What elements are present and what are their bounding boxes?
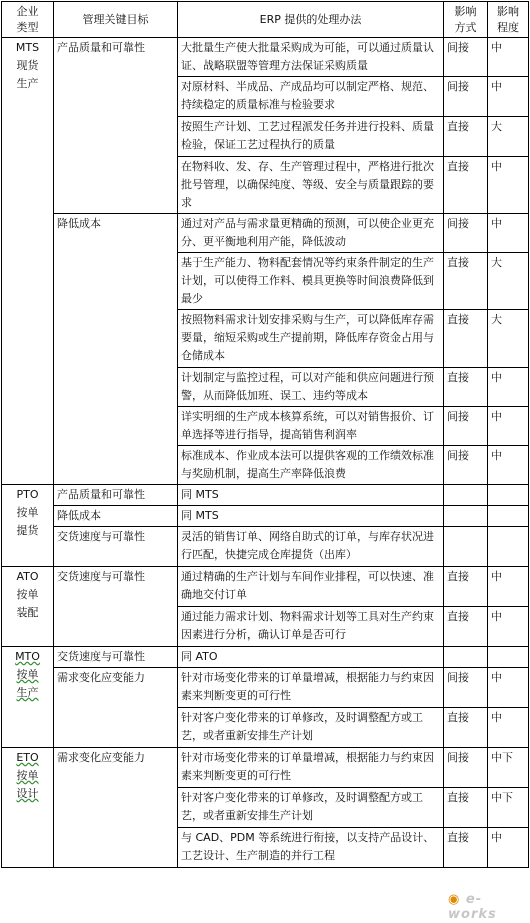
method-cell: 详实明细的生产成本核算系统，可以对销售报价、订单选择等进行指导，提高销售利润率 — [178, 407, 444, 446]
mode-cell: 直接 — [444, 368, 488, 407]
method-cell: 针对客户变化带来的订单修改，及时调整配方或工艺，或者重新安排生产计划 — [178, 708, 444, 748]
mode-cell: 直接 — [444, 567, 488, 607]
header-type-text: 企业 类型 — [16, 4, 39, 34]
header-degree-text: 影响 程度 — [497, 4, 519, 34]
mode-cell: 间接 — [444, 407, 488, 446]
degree-cell: 中 — [488, 446, 529, 485]
mode-cell: 间接 — [444, 668, 488, 708]
header-mode-text: 影响 方式 — [454, 4, 477, 34]
method-cell: 同 ATO — [178, 647, 444, 668]
header-key-goal: 管理关键目标 — [54, 2, 178, 38]
goal-quality-pto: 产品质量和可靠性 — [54, 485, 178, 506]
degree-cell: 大 — [488, 310, 529, 368]
goal-delivery-ato: 交货速度与可靠性 — [54, 567, 178, 647]
goal-delivery-mto: 交货速度与可靠性 — [54, 647, 178, 668]
degree-cell: 中 — [488, 668, 529, 708]
method-cell: 对原材料、半成品、产成品均可以制定严格、规范、持续稳定的质量标准与检验要求 — [178, 77, 444, 117]
mode-cell — [444, 527, 488, 567]
degree-cell — [488, 485, 529, 506]
header-impact-mode — [444, 2, 488, 38]
header-enterprise-type — [2, 2, 54, 38]
mode-cell: 直接 — [444, 828, 488, 868]
type-mts-text: MTS 现货 生产 — [15, 41, 40, 90]
mode-cell: 直接 — [444, 708, 488, 748]
degree-cell: 中下 — [488, 788, 529, 828]
table-row — [2, 647, 529, 668]
type-ato — [2, 567, 54, 647]
method-cell: 标准成本、作业成本法可以提供客观的工作绩效标准与奖励机制，提高生产率降低浪费 — [178, 446, 444, 485]
mode-cell: 直接 — [444, 253, 488, 310]
header-impact-degree — [488, 2, 529, 38]
erp-comparison-table — [1, 1, 529, 868]
method-cell: 针对客户变化带来的订单修改，及时调整配方或工艺，或者重新安排生产计划 — [178, 788, 444, 828]
method-cell: 针对市场变化带来的订单量增减，根据能力与约束因素来判断变更的可行性 — [178, 668, 444, 708]
type-mto — [2, 647, 54, 748]
degree-cell: 中 — [488, 567, 529, 607]
mode-cell: 直接 — [444, 157, 488, 214]
table-row — [2, 567, 529, 607]
goal-change-eto: 需求变化应变能力 — [54, 748, 178, 868]
header-row — [2, 2, 529, 38]
table-row — [2, 214, 529, 253]
method-cell: 在物料收、发、存、生产管理过程中，严格进行批次批号管理，以确保纯度、等级、安全与质量跟踪的要求 — [178, 157, 444, 214]
type-pto — [2, 485, 54, 567]
degree-cell: 大 — [488, 117, 529, 157]
method-cell: 通过对产品与需求量更精确的预测，可以使企业更充分、更平衡地利用产能，降低波动 — [178, 214, 444, 253]
method-cell: 同 MTS — [178, 485, 444, 506]
method-cell: 计划制定与监控过程，可以对产能和供应问题进行预警，从而降低加班、误工、违约等成本 — [178, 368, 444, 407]
degree-cell: 中 — [488, 607, 529, 647]
logo-text: e-works — [448, 892, 497, 922]
table-row — [2, 748, 529, 788]
degree-cell — [488, 647, 529, 668]
degree-cell — [488, 527, 529, 567]
type-eto — [2, 748, 54, 868]
table-row — [2, 527, 529, 567]
degree-cell: 中下 — [488, 748, 529, 788]
mode-cell: 直接 — [444, 117, 488, 157]
logo-dot-icon: ◉ — [448, 892, 461, 907]
type-mto-text: MTO 按单 生产 — [15, 650, 40, 699]
method-cell: 按照生产计划、工艺过程派发任务并进行投料、质量检验，保证工艺过程执行的质量 — [178, 117, 444, 157]
mode-cell — [444, 647, 488, 668]
method-cell: 按照物料需求计划安排采购与生产，可以降低库存需要量，缩短采购或生产提前期，降低库存资金占用与仓储成本 — [178, 310, 444, 368]
header-erp-method: ERP 提供的处理办法 — [178, 2, 444, 38]
method-cell: 通过精确的生产计划与车间作业排程，可以快速、准确地交付订单 — [178, 567, 444, 607]
method-cell: 与 CAD、PDM 等系统进行衔接，以支持产品设计、工艺设计、生产制造的并行工程 — [178, 828, 444, 868]
mode-cell: 直接 — [444, 607, 488, 647]
type-pto-text: PTO 按单 提货 — [16, 488, 39, 537]
mode-cell — [444, 485, 488, 506]
degree-cell: 中 — [488, 407, 529, 446]
table-row — [2, 668, 529, 708]
mode-cell: 间接 — [444, 38, 488, 77]
degree-cell: 中 — [488, 214, 529, 253]
goal-quality-mts: 产品质量和可靠性 — [54, 38, 178, 214]
mode-cell: 间接 — [444, 446, 488, 485]
method-cell: 基于生产能力、物料配套情况等约束条件制定的生产计划，可以使得工作料、模具更换等时间浪费降低到最少 — [178, 253, 444, 310]
type-eto-text: ETO 按单 设计 — [16, 751, 39, 800]
mode-cell — [444, 506, 488, 527]
degree-cell: 中 — [488, 157, 529, 214]
degree-cell — [488, 506, 529, 527]
goal-delivery-pto: 交货速度与可靠性 — [54, 527, 178, 567]
table-row — [2, 485, 529, 506]
mode-cell: 直接 — [444, 310, 488, 368]
method-cell: 针对市场变化带来的订单量增减，根据能力与约束因素来判断变更的可行性 — [178, 748, 444, 788]
degree-cell: 中 — [488, 38, 529, 77]
method-cell: 大批量生产使大批量采购成为可能，可以通过质量认证、战略联盟等管理方法保证采购质量 — [178, 38, 444, 77]
goal-change-mto: 需求变化应变能力 — [54, 668, 178, 748]
degree-cell: 中 — [488, 708, 529, 748]
mode-cell: 间接 — [444, 214, 488, 253]
mode-cell: 间接 — [444, 77, 488, 117]
eworks-watermark-logo — [448, 892, 530, 922]
degree-cell: 中 — [488, 368, 529, 407]
table-row — [2, 38, 529, 77]
type-ato-text: ATO 按单 装配 — [16, 570, 39, 619]
method-cell: 通过能力需求计划、物料需求计划等工具对生产约束因素进行分析，确认订单是否可行 — [178, 607, 444, 647]
degree-cell: 中 — [488, 828, 529, 868]
degree-cell: 大 — [488, 253, 529, 310]
degree-cell: 中 — [488, 77, 529, 117]
method-cell: 灵活的销售订单、网络自助式的订单，与库存状况进行匹配，快捷完成仓库提货（出库） — [178, 527, 444, 567]
table-row — [2, 506, 529, 527]
method-cell: 同 MTS — [178, 506, 444, 527]
type-mts — [2, 38, 54, 485]
mode-cell: 直接 — [444, 788, 488, 828]
mode-cell: 间接 — [444, 748, 488, 788]
goal-cost-mts: 降低成本 — [54, 214, 178, 485]
goal-cost-pto: 降低成本 — [54, 506, 178, 527]
